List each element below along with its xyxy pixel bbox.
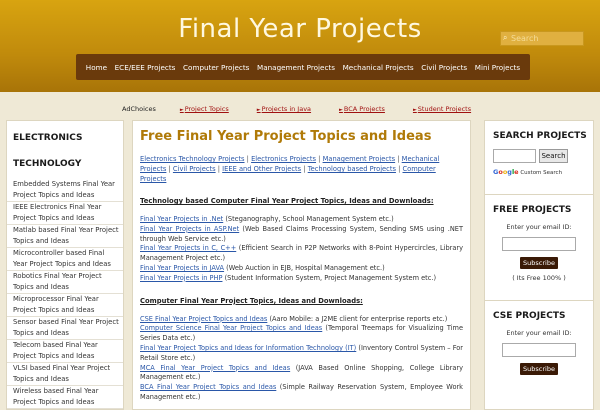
arrow-right-icon: ► <box>179 107 184 113</box>
right-sidebar <box>484 120 594 410</box>
section-heading: Technology based Computer Final Year Project Topics, Ideas and Downloads: <box>140 197 434 205</box>
separator: | <box>318 155 321 163</box>
ad-link-label: Student Projects <box>417 105 472 113</box>
list-item <box>140 215 463 225</box>
separator: | <box>398 165 401 173</box>
category-link[interactable]: Management Projects <box>322 155 396 163</box>
ad-link-label: BCA Projects <box>343 105 385 113</box>
list-item[interactable]: Telecom based Final Year Project Topics and Ideas <box>7 340 123 363</box>
category-link[interactable]: Electronics Projects <box>251 155 317 163</box>
list-item <box>140 364 463 384</box>
search-widget <box>485 131 593 176</box>
separator: | <box>397 155 400 163</box>
list-item[interactable]: Embedded Systems Final Year Project Topics and Ideas <box>7 179 123 202</box>
section-heading: Computer Final Year Project Topics, Ideas and Downloads: <box>140 296 363 305</box>
separator: | <box>246 155 249 163</box>
project-desc: (Efficient Search in P2P Networks with 8-Point Hypercircles, Library Management Project etc.) <box>140 244 464 263</box>
project-desc: (JAVA Based Online Shopping, College Library Management etc.) <box>140 363 463 382</box>
custom-search-label: Custom Search <box>520 170 563 176</box>
category-link[interactable]: IEEE and Other Projects <box>222 165 302 173</box>
list-item[interactable]: Sensor based Final Year Project Topics and Ideas <box>7 317 123 340</box>
ad-link-bar <box>122 104 499 114</box>
project-link[interactable]: Final Year Projects in C, C++ <box>140 244 237 253</box>
project-desc: (Temporal Treemaps for Visualizing Time Series Data etc.) <box>140 324 463 343</box>
search-icon: ⌕ <box>503 33 508 42</box>
custom-search-input[interactable] <box>493 149 536 163</box>
list-item <box>140 315 463 325</box>
email-field[interactable] <box>502 237 576 251</box>
google-letter: o <box>502 168 508 176</box>
google-letter: e <box>514 168 519 176</box>
list-item[interactable]: Microprocessor Final Year Project Topics and Ideas <box>7 294 123 317</box>
list-item <box>140 324 463 344</box>
adchoices-label[interactable]: AdChoices <box>122 105 156 113</box>
project-desc: (Steganography, School Management System etc.) <box>223 215 394 223</box>
project-link[interactable]: Final Year Projects in JAVA <box>140 263 225 272</box>
sidebar-heading-line2: TECHNOLOGY <box>13 159 82 169</box>
list-item[interactable]: Wireless based Final Year Project Topics and Ideas <box>7 386 123 409</box>
list-item <box>140 383 463 403</box>
search-button[interactable]: Search <box>539 149 568 163</box>
list-item <box>140 274 463 284</box>
nav-item-management[interactable]: Management Projects <box>257 62 335 72</box>
category-link[interactable]: Mechanical Projects <box>140 155 440 173</box>
google-custom-search <box>493 168 593 176</box>
nav-item-mini[interactable]: Mini Projects <box>474 62 521 72</box>
project-link[interactable]: Final Year Projects in .Net <box>140 215 224 223</box>
separator: | <box>303 165 306 173</box>
project-desc: (Inventory Control System – For Retail Store etc.) <box>140 343 464 362</box>
arrow-right-icon: ► <box>412 107 417 113</box>
project-link[interactable]: CSE Final Year Project Topics and Ideas <box>140 314 268 323</box>
email-label: Enter your email ID: <box>506 329 572 337</box>
google-letter: G <box>493 168 499 176</box>
project-link[interactable]: BCA Final Year Project Topics and Ideas <box>140 383 277 392</box>
list-item[interactable]: IEEE Electronics Final Year Project Topics and Ideas <box>7 202 123 225</box>
nav-item-home[interactable]: Home <box>85 62 108 72</box>
list-item <box>140 225 463 245</box>
list-item <box>140 344 463 364</box>
category-link[interactable]: Computer Projects <box>140 165 436 183</box>
page-title: Free Final Year Project Topics and Ideas <box>140 129 432 144</box>
divider <box>485 300 593 301</box>
project-desc: (Student Information System, Project Management System etc.) <box>222 273 437 282</box>
project-link[interactable]: MCA Final Year Project Topics and Ideas <box>140 363 291 372</box>
separator: | <box>217 165 221 173</box>
nav-item-ece-eee[interactable]: ECE/EEE Projects <box>114 62 176 72</box>
nav-item-civil[interactable]: Civil Projects <box>421 62 468 72</box>
project-desc: (Web Auction in EJB, Hospital Management etc.) <box>224 263 385 272</box>
left-sidebar <box>6 120 124 410</box>
list-item <box>140 244 463 264</box>
cse-projects-widget <box>485 311 593 375</box>
main-content <box>132 120 471 410</box>
separator: | <box>168 165 171 173</box>
cse-projects-heading: CSE PROJECTS <box>493 311 566 321</box>
free-note: ( Its Free 100% ) <box>512 274 566 282</box>
google-letter: o <box>498 168 503 176</box>
arrow-right-icon: ► <box>339 107 343 113</box>
site-header <box>0 0 600 92</box>
header-search-input[interactable]: Search <box>500 31 584 46</box>
project-link[interactable]: Computer Science Final Year Project Topics and Ideas <box>140 324 323 333</box>
project-link[interactable]: Final Year Projects in PHP <box>140 273 223 282</box>
subscribe-button[interactable]: Subscribe <box>520 257 558 269</box>
search-heading: SEARCH PROJECTS <box>493 131 587 141</box>
project-link[interactable]: Final Year Projects in ASP.Net <box>140 224 240 233</box>
google-logo <box>493 168 519 176</box>
email-label: Enter your email ID: <box>506 223 572 231</box>
project-desc: (Web Based Claims Processing System, Sending SMS using .NET through Web Service etc.) <box>140 224 463 243</box>
free-projects-widget <box>485 205 593 282</box>
free-projects-heading: FREE PROJECTS <box>493 205 572 215</box>
ad-link-label: Project Topics <box>184 105 229 113</box>
ad-link-bca-projects[interactable] <box>339 105 385 113</box>
subscribe-button[interactable]: Subscribe <box>520 363 558 375</box>
google-letter: g <box>507 168 512 176</box>
main-nav <box>76 54 530 80</box>
list-item <box>140 264 463 274</box>
arrow-right-icon: ► <box>256 107 261 113</box>
ad-link-projects-java[interactable] <box>257 105 311 113</box>
sidebar-list <box>7 179 123 409</box>
sidebar-heading-line1: ELECTRONICS <box>13 133 83 143</box>
project-desc: (Aaro Mobile: a J2ME client for enterprise reports etc.) <box>267 314 448 323</box>
site-title[interactable]: Final Year Projects <box>178 14 422 44</box>
category-link[interactable]: Technology based Projects <box>307 165 396 173</box>
list-item[interactable]: VLSI based Final Year Project Topics and Ideas <box>7 363 123 386</box>
list-item[interactable]: Robotics Final Year Project Topics and Ideas <box>7 271 123 294</box>
nav-item-computer[interactable]: Computer Projects <box>183 62 250 72</box>
project-link[interactable]: Final Year Project Topics and Ideas for Information Technology (IT) <box>140 343 357 352</box>
category-links <box>140 154 463 184</box>
list-item[interactable]: Microcontroller based Final Year Project Topics and Ideas <box>7 248 123 271</box>
sidebar-heading <box>13 125 123 177</box>
custom-search-form <box>493 149 593 165</box>
google-letter: l <box>511 168 515 176</box>
divider <box>485 194 593 195</box>
ad-link-project-topics[interactable] <box>180 105 229 113</box>
ad-link-student-projects[interactable] <box>413 105 471 113</box>
list-item[interactable]: Matlab based Final Year Project Topics and Ideas <box>7 225 123 248</box>
email-field[interactable] <box>502 343 576 357</box>
category-link[interactable]: Civil Projects <box>172 165 216 173</box>
nav-item-mechanical[interactable]: Mechanical Projects <box>342 62 414 72</box>
project-desc: (Simple Railway Reservation System, Employee Work Management etc.) <box>140 383 464 401</box>
category-link[interactable]: Electronics Technology Projects <box>140 155 245 163</box>
ad-link-label: Projects in Java <box>261 105 312 113</box>
